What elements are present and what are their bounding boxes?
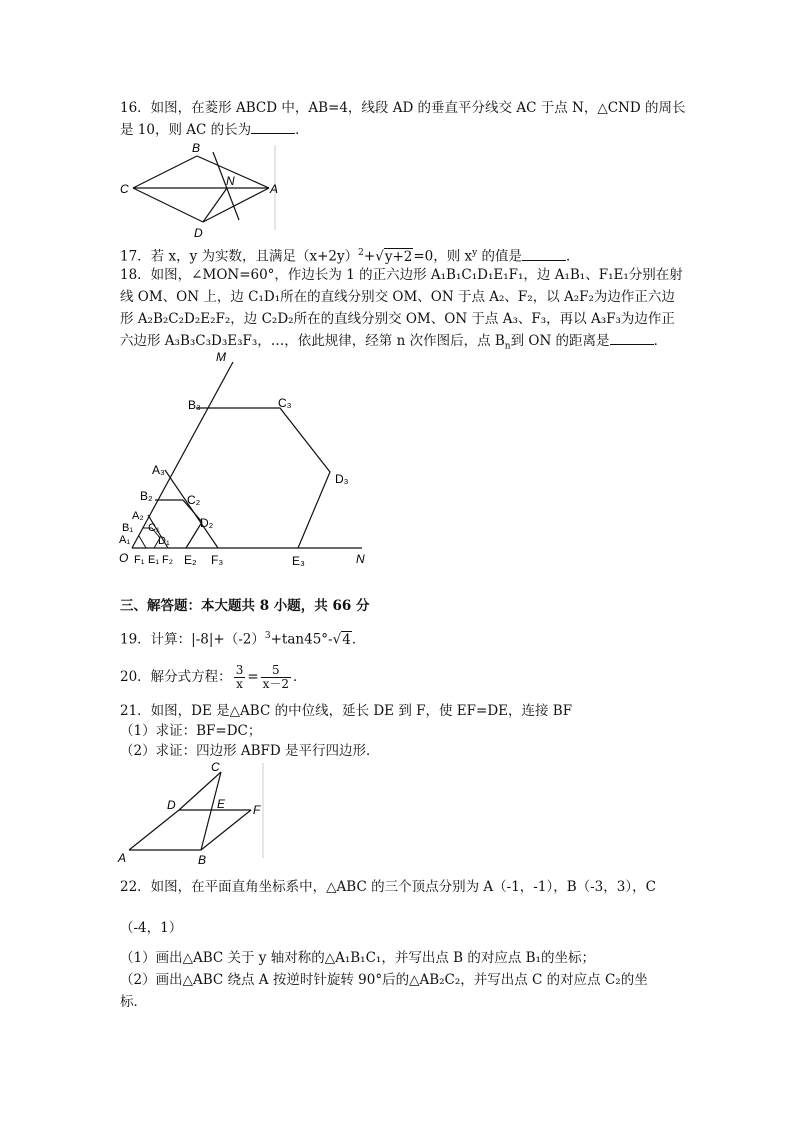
q16-line-1: 16．如图，在菱形 ABCD 中，AB=4，线段 AD 的垂直平分线交 AC 于点 N，△CND 的周长 [120,100,686,116]
label-A3: A₃ [152,463,165,477]
label-F-21: F [253,803,261,817]
q22-line-4: （2）画出△ABC 绕点 A 按逆时针旋转 90°后的△AB₂C₂，并写出点 C 的对应点 C₂的坐 [120,972,648,988]
q17-text-e: ． [566,248,580,265]
label-A2: A₂ [132,510,144,522]
q19-text-b: +tan45°- [270,631,333,648]
q19-text-a: 19．计算：|-8|+（-2） [120,631,265,648]
q20-fraction-2 [261,664,291,691]
label-C3: C₃ [278,396,292,410]
q17-exponent-2: y [472,248,478,258]
q20-fraction-1 [234,664,246,691]
q19-line: 19．计算：$|-8|+(-2)^3+\tan 45^\circ-√4$． [120,631,366,648]
label-C1: C₁ [148,522,160,534]
label-E3: E₃ [292,554,305,568]
q20-den-1: x [236,677,243,691]
label-E-21: E [217,797,226,811]
label-N: N [226,174,235,188]
q20-text-c: ． [293,669,307,685]
label-B: B [192,141,201,155]
label-O: O [119,551,129,565]
q18-text-b: 到 ON 的距离是 [510,333,610,349]
label-F1: F₁ [134,554,145,566]
label-A-21: A [118,851,127,865]
q18-text-c: ． [653,333,668,349]
q17-sqrt-content: y+2 [384,248,413,265]
q22-line-5: 标． [120,994,147,1010]
hexagon-figure [110,350,380,575]
label-A: A [270,182,279,196]
q18-line-3: 形 A₂B₂C₂D₂E₂F₂，边 C₂D₂所在的直线分别交 OM、ON 于点 A₃、F₃，再以 A₃F₃为边作正 [120,311,675,327]
q20-den-2: x－2 [262,677,290,691]
q18-line-1: 18．如图，∠MON=60°，作边长为 1 的正六边形 A₁B₁C₁D₁E₁F₁，边 A₁B₁、F₁E₁分别在射 [120,267,683,283]
q22-line-3: （1）画出△ABC 关于 y 轴对称的△A₁B₁C₁，并写出点 B 的对应点 B₁的坐标； [120,950,595,966]
q21-line-3: （2）求证：四边形 ABFD 是平行四边形． [120,743,380,759]
label-A1: A₁ [119,534,131,546]
answer-blank-16 [251,121,295,134]
q19-sqrt-content: 4 [342,631,351,648]
q20-line [120,660,307,694]
q16-line-2 [120,120,309,140]
label-D-21: D [167,798,176,812]
section-3-heading: 三、解答题：本大题共 8 小题，共 66 分 [120,598,370,614]
label-D1: D₁ [158,535,170,547]
q19-exponent: 3 [264,631,271,641]
label-D3: D₃ [335,472,349,486]
q16-text-b: ． [295,122,309,138]
q17-text-d: 的值是 [477,248,523,265]
q17-text-b: + [363,248,376,265]
rhombus-figure [115,140,285,240]
q17-exponent: 2 [358,248,364,258]
label-B3: B₃ [188,398,201,412]
q20-text-a: 20．解分式方程： [120,669,232,685]
answer-blank-17 [522,248,566,261]
label-F2: F₂ [162,554,173,566]
label-E1: E₁ [148,554,160,566]
q18-text-a: 六边形 A₃B₃C₃D₃E₃F₃，…，依此规律，经第 n 次作图后，点 B [120,333,505,349]
label-E2: E₂ [184,553,197,567]
q17-text-a: 17．若 x，y 为实数，且满足（x+2y） [120,248,359,265]
q20-num-2: 5 [261,664,291,678]
label-M: M [216,350,226,364]
label-C-21: C [211,760,220,774]
label-B1: B₁ [122,522,134,534]
label-C: C [120,182,129,196]
q22-line-2: （-4，1） [120,920,183,936]
q21-line-2: （1）求证：BF=DC； [120,723,262,739]
q17-text-c: =0，则 x [413,248,473,265]
parallelogram-figure [115,758,275,866]
q21-line-1: 21．如图，DE 是△ABC 的中位线，延长 DE 到 F，使 EF=DE，连接 BF [120,703,573,719]
q19-text-c: ． [351,631,366,648]
q17-line: 17．若 x，y 为实数，且满足$(x+2y)^2+√y+2=0$，则 $x^y$ 的值是 ． [120,248,580,265]
label-D: D [194,226,203,240]
label-B2: B₂ [140,489,153,503]
label-C2: C₂ [187,493,201,507]
answer-blank-18 [610,332,654,345]
q18-line-2: 线 OM、ON 上，边 C₁D₁所在的直线分别交 OM、ON 于点 A₂、F₂，以 A₂F₂为边作正六边 [120,289,675,305]
q18-subscript-n: n [504,341,511,352]
label-D2: D₂ [200,516,214,530]
q16-text-a: 是 10，则 AC 的长为 [120,122,252,138]
label-N-ray: N [356,552,365,566]
q20-equals: = [247,669,259,685]
label-B-21: B [198,853,207,867]
label-F3: F₃ [211,553,224,567]
q20-num-1: 3 [235,663,244,677]
q22-line-1: 22．如图，在平面直角坐标系中，△ABC 的三个顶点分别为 A（-1，-1），B（-3，3），C [120,879,656,895]
